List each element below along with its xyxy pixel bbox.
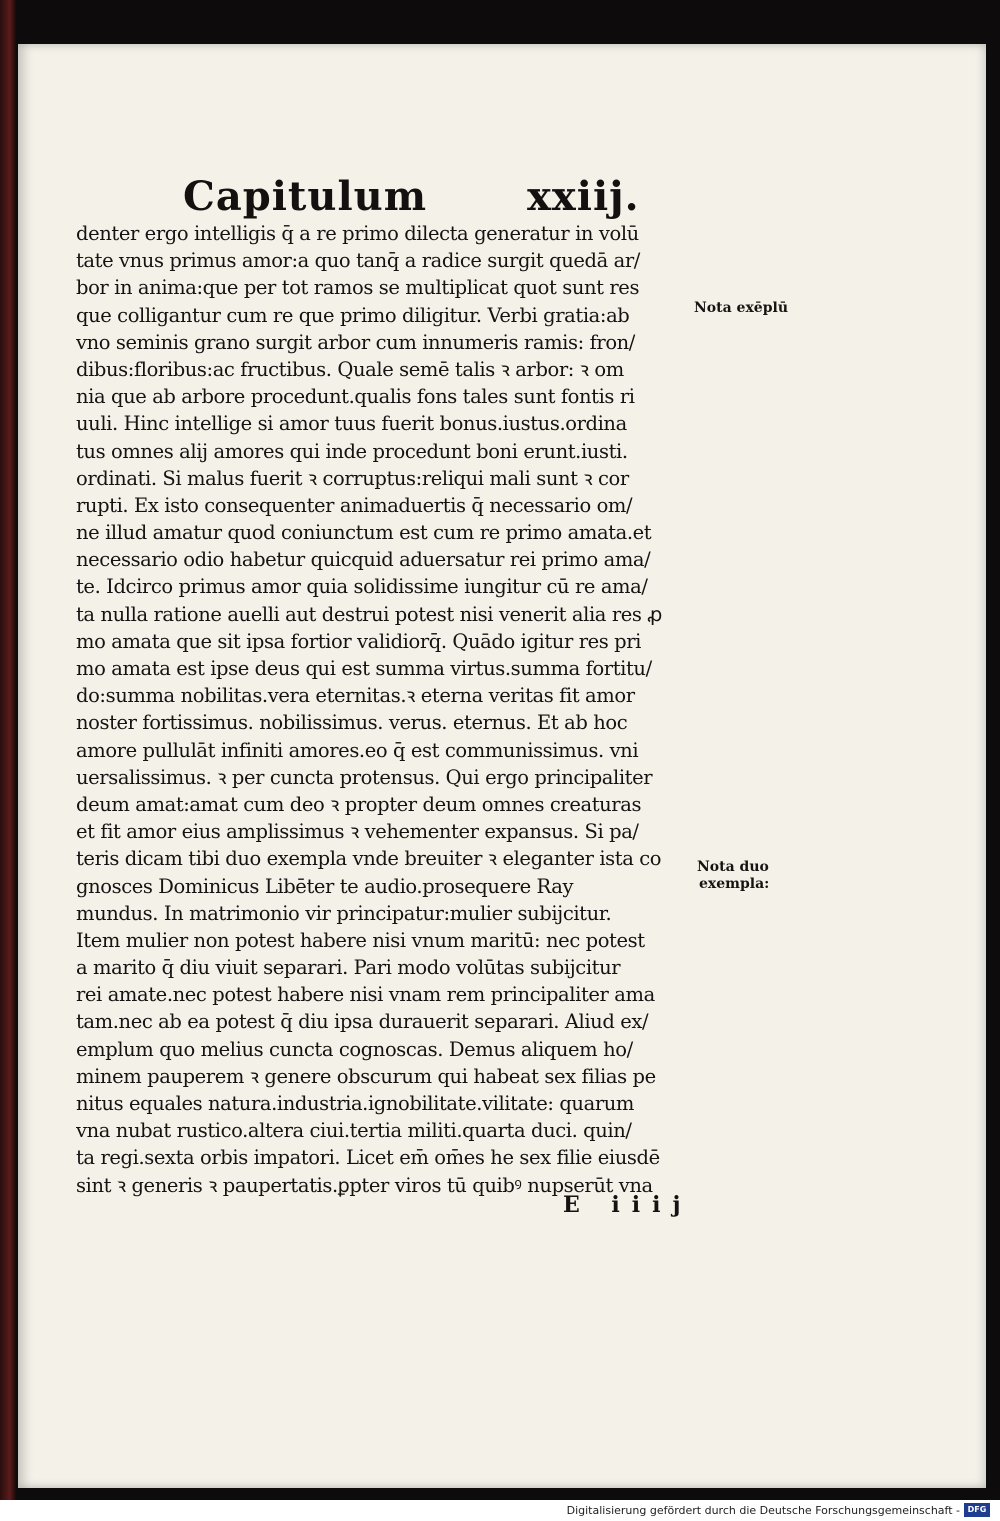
text-line: te. Idcirco primus amor quia solidissime iungitur cū re ama/ — [76, 575, 648, 599]
text-line: amore pullulāt infiniti amores.eo q̄ est communissimus. vni — [76, 738, 639, 762]
marginal-note-duo-line1: Nota duo — [697, 859, 769, 875]
text-line: mundus. In matrimonio vir principatur:mulier subijcitur. — [76, 901, 612, 925]
text-line: do:summa nobilitas.vera eternitas.ꝛ eterna veritas fit amor — [76, 684, 635, 708]
text-line: et fit amor eius amplissimus ꝛ vehementer expansus. Si pa/ — [76, 820, 639, 844]
text-line: vna nubat rustico.altera ciui.tertia militi.quarta duci. quin/ — [76, 1119, 632, 1143]
text-line: sint ꝛ generis ꝛ paupertatis.ꝑpter viros tū quibꝰ nupserūt vna — [76, 1173, 653, 1197]
text-line: necessario odio habetur quicquid aduersatur rei primo ama/ — [76, 548, 651, 572]
marginal-note-exemplum: Nota exēplū — [694, 300, 788, 316]
text-line: mo amata que sit ipsa fortior validiorq̄. Quādo igitur res pri — [76, 629, 641, 653]
signature-mark: E iiij — [563, 1192, 693, 1218]
dfg-logo: DFG — [964, 1503, 990, 1517]
text-line: uuli. Hinc intellige si amor tuus fuerit bonus.iustus.ordina — [76, 412, 627, 436]
chapter-heading — [183, 160, 683, 220]
text-line: ta regi.sexta orbis impatori. Licet em̄ om̄es he sex filie eiusdē — [76, 1146, 660, 1170]
text-line: noster fortissimus. nobilissimus. verus. eternus. Et ab hoc — [76, 711, 628, 735]
footer-bar — [0, 1500, 1000, 1521]
book-binding-edge — [0, 0, 16, 1500]
chapter-heading-word: Capitulum — [183, 173, 428, 220]
text-line: tus omnes alij amores qui inde procedunt boni erunt.iusti. — [76, 439, 628, 463]
chapter-heading-number: xxiij. — [527, 173, 640, 220]
text-line: rupti. Ex isto consequenter animaduertis q̄ necessario om/ — [76, 493, 633, 517]
text-line: bor in anima:que per tot ramos se multiplicat quot sunt res — [76, 276, 640, 300]
text-line: Item mulier non potest habere nisi vnum maritū: nec potest — [76, 928, 645, 952]
text-line: vno seminis grano surgit arbor cum innumeris ramis: fron/ — [76, 330, 635, 354]
text-line: gnosces Dominicus Libēter te audio.prosequere Ray — [76, 874, 574, 898]
text-line: teris dicam tibi duo exempla vnde breuiter ꝛ eleganter ista co — [76, 847, 662, 871]
text-line: tam.nec ab ea potest q̄ diu ipsa durauerit separari. Aliud ex/ — [76, 1010, 649, 1034]
text-line: que colligantur cum re que primo diligitur. Verbi gratia:ab — [76, 303, 630, 327]
text-line: a marito q̄ diu viuit separari. Pari modo volūtas subijcitur — [76, 956, 621, 980]
text-line: nia que ab arbore procedunt.qualis fons tales sunt fontis ri — [76, 385, 635, 409]
text-line: ta nulla ratione auelli aut destrui potest nisi venerit alia res ꝓ — [76, 602, 662, 626]
text-line: tate vnus primus amor:a quo tanq̄ a radice surgit quedā ar/ — [76, 249, 640, 273]
text-line: emplum quo melius cuncta cognoscas. Demus aliquem ho/ — [76, 1037, 633, 1061]
footer-credit: Digitalisierung gefördert durch die Deutsche Forschungsgemeinschaft - — [566, 1504, 960, 1517]
text-line: dibus:floribus:ac fructibus. Quale semē talis ꝛ arbor: ꝛ om — [76, 357, 624, 381]
text-line: ne illud amatur quod coniunctum est cum re primo amata.et — [76, 521, 652, 545]
body-text — [76, 220, 716, 1199]
text-line: minem pauperem ꝛ genere obscurum qui habeat sex filias pe — [76, 1064, 656, 1088]
marginal-note-duo-line2: exempla: — [699, 876, 770, 892]
text-line: mo amata est ipse deus qui est summa virtus.summa fortitu/ — [76, 657, 652, 680]
text-line: nitus equales natura.industria.ignobilitate.vilitate: quarum — [76, 1092, 634, 1115]
text-line: ordinati. Si malus fuerit ꝛ corruptus:reliqui mali sunt ꝛ cor — [76, 466, 629, 490]
text-line: uersalissimus. ꝛ per cuncta protensus. Qui ergo principaliter — [76, 765, 653, 789]
text-line: deum amat:amat cum deo ꝛ propter deum omnes creaturas — [76, 792, 642, 816]
text-line: denter ergo intelligis q̄ a re primo dilecta generatur in volū — [76, 222, 639, 245]
text-line: rei amate.nec potest habere nisi vnam rem principaliter ama — [76, 983, 655, 1007]
